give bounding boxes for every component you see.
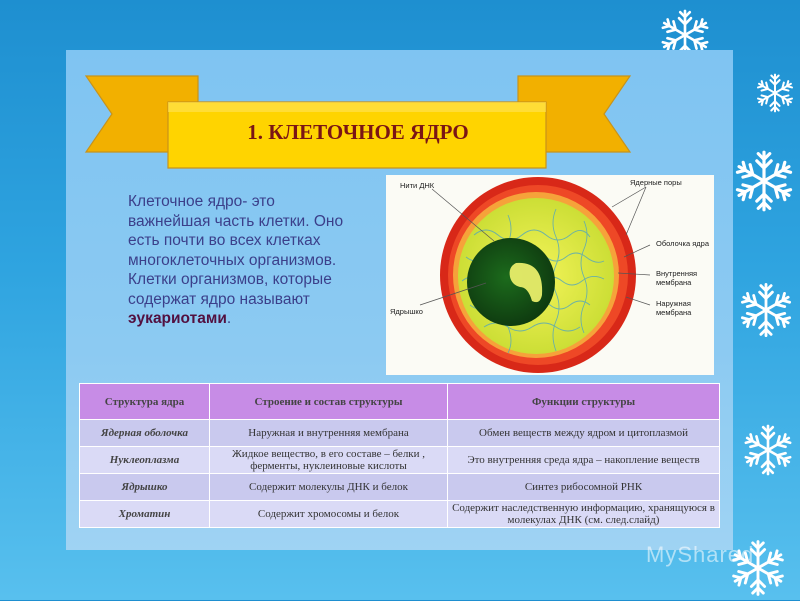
snowflake-icon [734, 278, 798, 342]
label-nuclear-pores: Ядерные поры [630, 178, 682, 187]
label-dna-threads: Нити ДНК [400, 181, 435, 190]
table-header-row [80, 384, 720, 420]
cell-composition: Жидкое вещество, в его составе – белки , ферменты, нуклеиновые кислоты [210, 447, 448, 474]
snowflake-icon [728, 145, 800, 217]
header-composition: Строение и состав структуры [210, 384, 448, 420]
cell-structure: Хроматин [80, 501, 210, 528]
nucleolus [467, 238, 555, 326]
intro-text: Клеточное ядро- это важнейшая часть клетки. Оно есть почти во всех клетках многоклеточных организмов. Клетки организмов, которые содержат ядро называют [128, 193, 344, 308]
snowflake-icon [738, 420, 798, 480]
title-ribbon [78, 72, 638, 187]
cell-function: Синтез рибосомной РНК [448, 474, 720, 501]
table-row [80, 447, 720, 474]
intro-paragraph [128, 192, 360, 329]
intro-end: . [226, 310, 232, 327]
cell-function: Содержит наследственную информацию, хранящуюся в молекулах ДНК (см. след.слайд) [448, 501, 720, 528]
header-function: Функции структуры [448, 384, 720, 420]
label-inner-membrane: Внутренняя мембрана [656, 269, 698, 287]
cell-composition: Содержит молекулы ДНК и белок [210, 474, 448, 501]
cell-structure: Нуклеоплазма [80, 447, 210, 474]
table-row [80, 420, 720, 447]
label-outer-membrane: Наружная мембрана [656, 299, 692, 317]
label-nucleolus: Ядрышко [390, 307, 423, 316]
table-row [80, 501, 720, 528]
cell-structure: Ядерная оболочка [80, 420, 210, 447]
cell-function: Это внутренняя среда ядра – накопление веществ [448, 447, 720, 474]
intro-term: эукариотами [128, 310, 227, 327]
cell-composition: Содержит хромосомы и белок [210, 501, 448, 528]
label-nuclear-envelope: Оболочка ядра [656, 239, 709, 248]
watermark: MyShared [646, 542, 755, 567]
cell-structure: Ядрышко [80, 474, 210, 501]
cell-function: Обмен веществ между ядром и цитоплазмой [448, 420, 720, 447]
nucleus-structure-table [79, 383, 720, 528]
slide-content [66, 50, 755, 567]
cell-composition: Наружная и внутренняя мембрана [210, 420, 448, 447]
nucleus-diagram [386, 175, 714, 375]
table-row [80, 474, 720, 501]
slide-title: 1. КЛЕТОЧНОЕ ЯДРО [247, 120, 469, 144]
snowflake-icon [752, 70, 798, 116]
header-structure: Структура ядра [80, 384, 210, 420]
